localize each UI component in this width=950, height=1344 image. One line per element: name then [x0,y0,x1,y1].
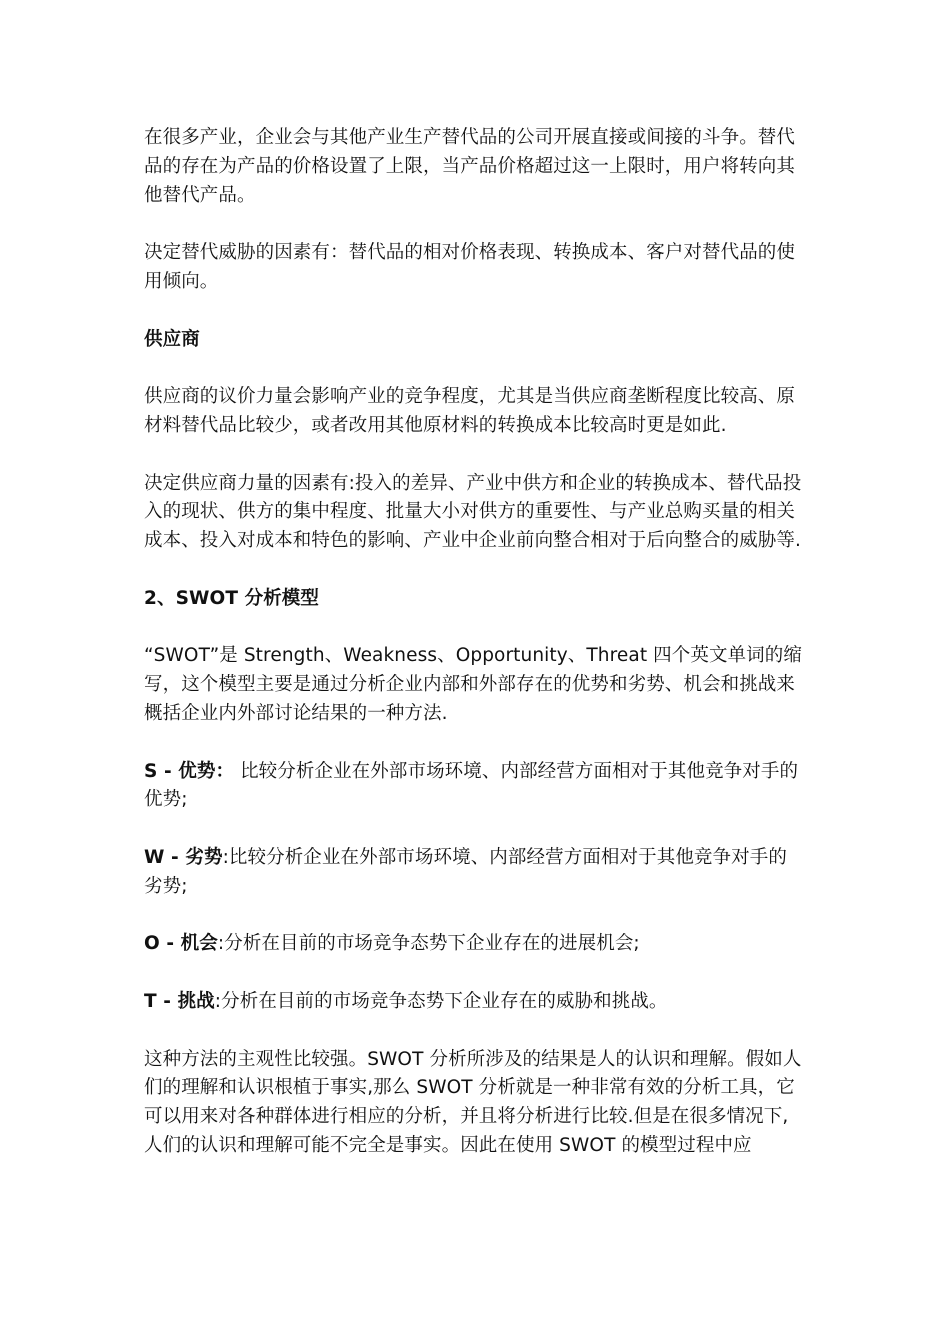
strength-text: 比较分析企业在外部市场环境、内部经营方面相对于其他竞争对手的优势; [144,760,799,811]
strength-label: S - 优势： [144,760,235,782]
threat-label: T - 挑战 [144,990,215,1012]
paragraph-substitute-factors: 决定替代威胁的因素有：替代品的相对价格表现、转换成本、客户对替代品的使用倾向。 [144,242,796,292]
weakness-label: W - 劣势 [144,846,223,868]
paragraph-swot-weakness [144,844,804,902]
heading-swot-model: 2、SWOT 分析模型 [144,587,319,609]
opportunity-label: O - 机会 [144,933,218,955]
paragraph-swot-opportunity [144,930,804,959]
weakness-text: :比较分析企业在外部市场环境、内部经营方面相对于其他竞争对手的劣势; [144,846,787,897]
paragraph-swot-strength [144,758,804,816]
paragraph-supplier-power: 供应商的议价力量会影响产业的竞争程度，尤其是当供应商垄断程度比较高、原材料替代品比较少，或者改用其他原材料的转换成本比较高时更是如此. [144,386,796,436]
paragraph-substitutes: 在很多产业，企业会与其他产业生产替代品的公司开展直接或间接的斗争。替代品的存在为产品的价格设置了上限，当产品价格超过这一上限时，用户将转向其他替代产品。 [144,127,796,206]
opportunity-text: :分析在目前的市场竞争态势下企业存在的进展机会; [217,933,640,955]
threat-text: :分析在目前的市场竞争态势下企业存在的威胁和挑战。 [214,990,668,1012]
heading-suppliers: 供应商 [144,328,200,350]
paragraph-supplier-factors: 决定供应商力量的因素有:投入的差异、产业中供方和企业的转换成本、替代品投入的现状、供方的集中程度、批量大小对供方的重要性、与产业总购买量的相关成本、投入对成本和特色的影响、产业中企业前向整合相对于后向整合的威胁等. [144,472,802,552]
paragraph-swot-subjectivity: 这种方法的主观性比较强。SWOT 分析所涉及的结果是人的认识和理解。假如人们的理解和认识根植于事实,那么 SWOT 分析就是一种非常有效的分析工具，它可以用来对各种群体进行相应的分析，并且将分析进行比较.但是在很多情况下,人们的认识和理解可能不完全是事实。因此在使用 SWOT 的模型过程中应 [144,1048,802,1156]
paragraph-swot-threat [144,988,804,1017]
paragraph-swot-definition: “SWOT”是 Strength、Weakness、Opportunity、Threat 四个英文单词的缩写，这个模型主要是通过分析企业内部和外部存在的优势和劣势、机会和挑战来概括企业内外部讨论结果的一种方法. [144,645,802,724]
document-body [144,124,804,1161]
